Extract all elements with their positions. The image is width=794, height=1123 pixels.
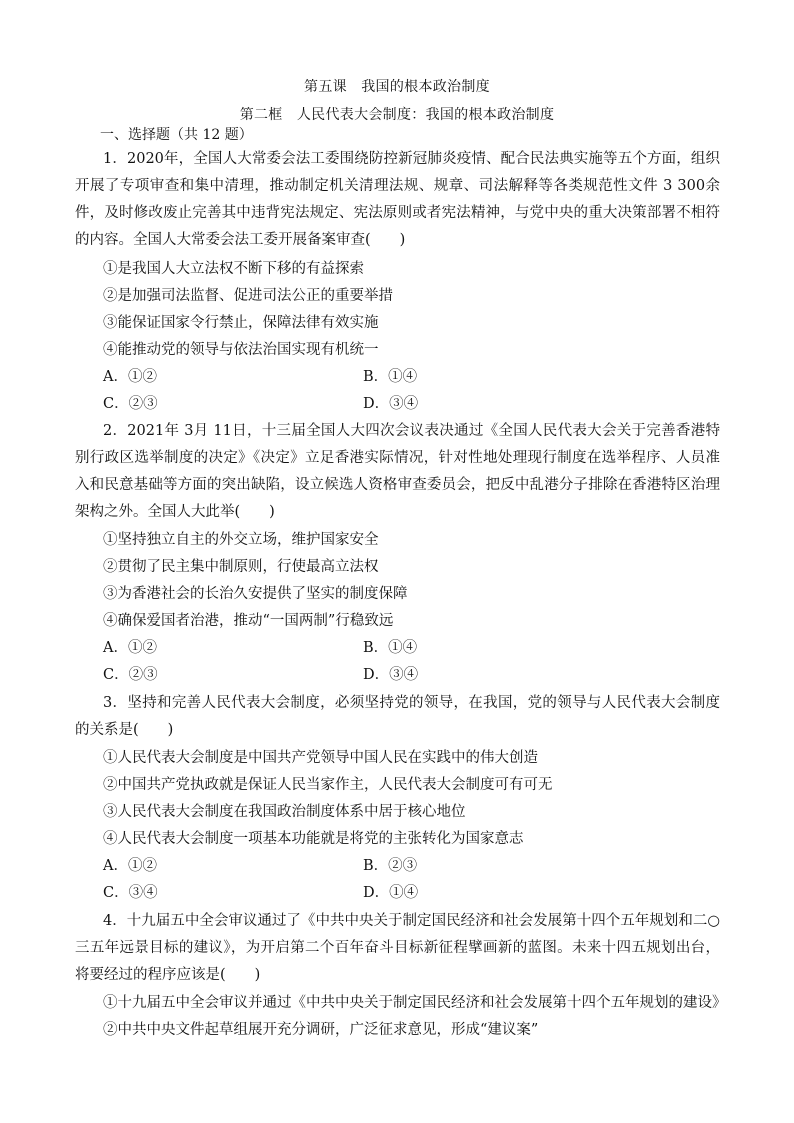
question-2-statement-2: ②贯彻了民主集中制原则，行使最高立法权 (103, 559, 379, 575)
question-2-choice-a[interactable]: A．①② (103, 640, 157, 656)
question-2-choice-b[interactable]: B．①④ (363, 640, 418, 656)
frame-title: 第二框 人民代表大会制度：我国的根本政治制度 (239, 107, 555, 123)
question-4-stem: 4．十九届五中全会审议通过了《中共中央关于制定国民经济和社会发展第十四个五年规划和二○三五年远景目标的建议》，为开启第二个百年奋斗目标新征程擘画新的蓝图。未来十四五规划出台，将要经过的程序应该是( ) (75, 913, 720, 983)
question-3-choice-d[interactable]: D．①④ (363, 885, 419, 901)
question-4-statement-2: ②中共中央文件起草组展开充分调研，广泛征求意见，形成“建议案” (103, 1022, 539, 1038)
question-2-statement-1: ①坚持独立自主的外交立场，维护国家安全 (103, 532, 379, 548)
question-1-choice-c[interactable]: C．②③ (103, 396, 158, 412)
question-1-stem: 1．2020年，全国人大常委会法工委围绕防控新冠肺炎疫情、配合民法典实施等五个方面，组织开展了专项审查和集中清理，推动制定机关清理法规、规章、司法解释等各类规范性文件 3 300余件，及时修改废止完善其中违背宪法规定、宪法原则或者宪法精神，与党中央的重大决策部署不相符的内容。全国人大常委会法工委开展备案审查( ) (75, 151, 720, 248)
question-3-statement-4: ④人民代表大会制度一项基本功能就是将党的主张转化为国家意志 (103, 831, 524, 847)
question-2-choice-c[interactable]: C．②③ (103, 667, 158, 683)
question-3-statement-3: ③人民代表大会制度在我国政治制度体系中居于核心地位 (103, 804, 466, 820)
question-1-statement-1: ①是我国人大立法权不断下移的有益探索 (103, 261, 364, 277)
question-1-choice-d[interactable]: D．③④ (363, 396, 419, 412)
question-2-statement-4: ④确保爱国者治港，推动“一国两制”行稳致远 (103, 613, 394, 629)
question-1-statement-2: ②是加强司法监督、促进司法公正的重要举措 (103, 288, 393, 304)
question-2-stem: 2．2021年 3月 11日，十三届全国人大四次会议表决通过《全国人民代表大会关于完善香港特别行政区选举制度的决定》《决定》立足香港实际情况，针对性地处理现行制度在选举程序、人员准入和民意基础等方面的突出缺陷，设立候选人资格审查委员会，把反中乱港分子排除在香港特区治理架构之外。全国人大此举( ) (75, 423, 720, 520)
question-3-choice-b[interactable]: B．②③ (363, 858, 418, 874)
question-1-choice-a[interactable]: A．①② (103, 369, 157, 385)
question-3-choice-c[interactable]: C．③④ (103, 885, 158, 901)
question-4-statement-1: ①十九届五中全会审议并通过《中共中央关于制定国民经济和社会发展第十四个五年规划的建设》 (103, 995, 727, 1011)
question-2-statement-3: ③为香港社会的长治久安提供了坚实的制度保障 (103, 586, 408, 602)
question-1-statement-4: ④能推动党的领导与依法治国实现有机统一 (103, 342, 379, 358)
question-3-statement-2: ②中国共产党执政就是保证人民当家作主，人民代表大会制度可有可无 (103, 777, 553, 793)
section-label: 一、选择题（共 12 题） (100, 127, 253, 143)
question-2-choice-d[interactable]: D．③④ (363, 667, 419, 683)
lesson-title: 第五课 我国的根本政治制度 (304, 79, 490, 95)
question-3-choice-a[interactable]: A．①② (103, 858, 157, 874)
question-3-stem: 3．坚持和完善人民代表大会制度，必须坚持党的领导，在我国，党的领导与人民代表大会制度的关系是( ) (75, 695, 720, 738)
question-3-statement-1: ①人民代表大会制度是中国共产党领导中国人民在实践中的伟大创造 (103, 750, 538, 766)
question-1-choice-b[interactable]: B．①④ (363, 369, 418, 385)
question-1-statement-3: ③能保证国家令行禁止，保障法律有效实施 (103, 315, 379, 331)
